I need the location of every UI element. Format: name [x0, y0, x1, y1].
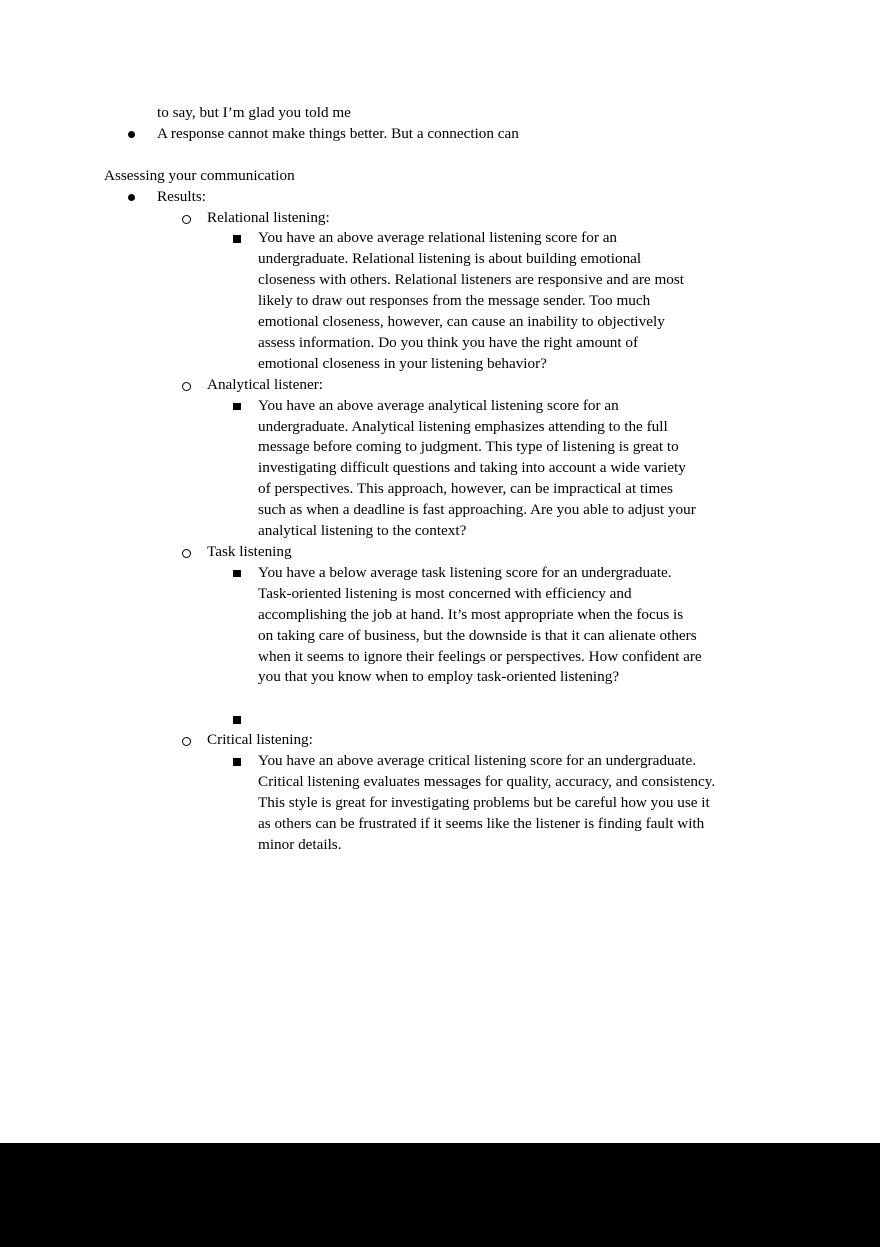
listening-style-title	[0, 542, 880, 563]
listening-style-title	[0, 730, 880, 751]
paragraph-line: Task-oriented listening is most concerned with efficiency and	[258, 584, 632, 602]
paragraph-line: closeness with others. Relational listeners are responsive and are most	[258, 271, 684, 289]
bullet-square-icon	[233, 403, 241, 411]
paragraph-line: You have an above average critical listening score for an undergraduate.	[258, 752, 697, 770]
paragraph-line: This style is great for investigating problems but be careful how you use it	[258, 793, 710, 811]
empty-list-item	[0, 709, 880, 730]
listening-style-title	[0, 208, 880, 229]
paragraph-line: emotional closeness, however, can cause an inability to objectively	[258, 313, 665, 331]
bullet-circle-icon	[182, 549, 191, 558]
bullet-circle-icon	[182, 382, 191, 391]
paragraph-line: investigating difficult questions and taking into account a wide variety	[258, 459, 686, 477]
paragraph-line: undergraduate. Analytical listening emphasizes attending to the full	[258, 417, 668, 435]
paragraph-line: You have a below average task listening score for an undergraduate.	[258, 563, 672, 581]
continuation-text: to say, but I’m glad you told me	[157, 104, 351, 121]
paragraph-line: analytical listening to the context?	[258, 522, 467, 540]
listening-style-description-text	[258, 751, 880, 856]
paragraph-line: such as when a deadline is fast approaching. Are you able to adjust your	[258, 501, 696, 519]
listening-style-title-label: Analytical listener:	[207, 375, 323, 393]
paragraph-line: of perspectives. This approach, however, can be impractical at times	[258, 480, 673, 498]
section-heading: Assessing your communication	[104, 166, 295, 184]
listening-style-description	[0, 751, 880, 856]
paragraph-line: accomplishing the job at hand. It’s most appropriate when the focus is	[258, 605, 684, 623]
listening-style-title-label: Critical listening:	[207, 731, 313, 749]
listening-style-description-text	[258, 563, 880, 688]
listening-style-description-text	[258, 396, 880, 542]
paragraph-line: on taking care of business, but the downside is that it can alienate others	[258, 626, 697, 644]
paragraph-line: when it seems to ignore their feelings or perspectives. How confident are	[258, 647, 702, 665]
footer-bar	[0, 1143, 880, 1247]
paragraph-line: likely to draw out responses from the message sender. Too much	[258, 292, 651, 310]
bullet-square-icon	[233, 758, 241, 766]
paragraph-line: message before coming to judgment. This type of listening is great to	[258, 438, 679, 456]
paragraph-line: assess information. Do you think you have the right amount of	[258, 333, 639, 351]
document-content	[0, 103, 880, 856]
list-item-results	[0, 187, 880, 208]
listening-style-description	[0, 563, 880, 688]
paragraph-line: undergraduate. Relational listening is about building emotional	[258, 250, 642, 268]
empty-list-item-text	[258, 709, 880, 730]
paragraph-line: You have an above average relational listening score for an	[258, 229, 618, 247]
bullet-disc-icon	[128, 131, 135, 138]
listening-style-description	[0, 396, 880, 542]
paragraph-line: emotional closeness in your listening behavior?	[258, 354, 547, 372]
list-item-label: Results:	[157, 187, 206, 205]
bullet-square-icon	[233, 570, 241, 578]
listening-style-description-text	[258, 228, 880, 374]
listening-style-title	[0, 375, 880, 396]
paragraph-line: you that you know when to employ task-oriented listening?	[258, 668, 620, 686]
listening-style-description	[0, 228, 880, 374]
listening-style-title-label: Relational listening:	[207, 208, 330, 226]
paragraph-line: minor details.	[258, 835, 342, 853]
results-sections	[0, 208, 880, 856]
bullet-circle-icon	[182, 215, 191, 224]
listening-style-title-label: Task listening	[207, 543, 292, 561]
paragraph-line: Critical listening evaluates messages for quality, accuracy, and consistency.	[258, 772, 716, 790]
blank-line	[0, 145, 880, 166]
blank-line	[0, 688, 880, 709]
list-item-label: A response cannot make things better. But a connection can	[157, 124, 519, 142]
paragraph-line: You have an above average analytical listening score for an	[258, 396, 619, 414]
list-item-response	[0, 124, 880, 145]
paragraph-line: as others can be frustrated if it seems like the listener is finding fault with	[258, 814, 705, 832]
bullet-square-icon	[233, 716, 241, 724]
bullet-square-icon	[233, 235, 241, 243]
bullet-disc-icon	[128, 194, 135, 201]
bullet-circle-icon	[182, 737, 191, 746]
